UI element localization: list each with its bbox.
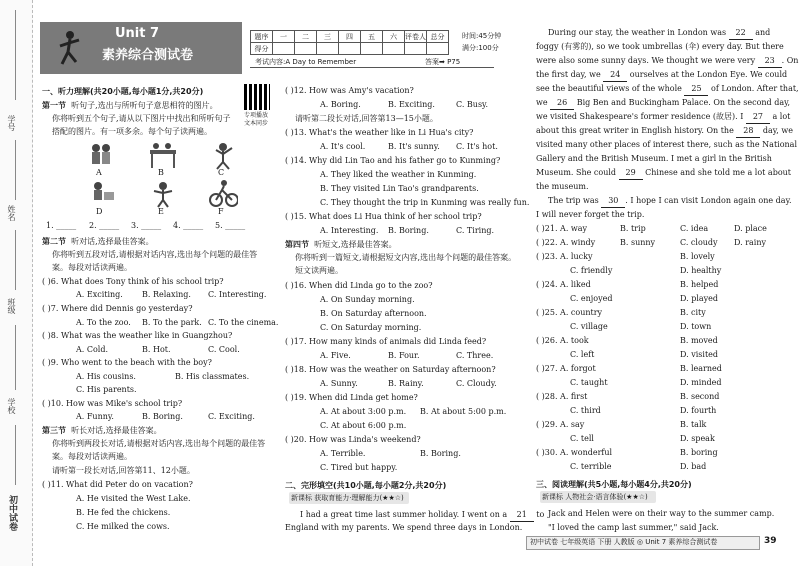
option[interactable]: C. Three.	[456, 351, 494, 360]
option[interactable]: D. played	[680, 294, 719, 303]
passage-line: Big Ben and Buckingham Palace. On the second day,	[576, 98, 791, 107]
margin-line	[15, 325, 16, 390]
question-9: ( )9. Who went to the beach with the boy?	[42, 358, 212, 367]
passage-line: I had a great time last summer holiday. I went on a	[300, 510, 508, 519]
name-label: 姓名	[7, 205, 16, 221]
part2-instruction: 听对话,选择最佳答案。	[71, 237, 154, 246]
option[interactable]: B. Hot.	[142, 345, 171, 354]
option[interactable]: B. Boring.	[388, 226, 429, 235]
option[interactable]: D. healthy	[680, 266, 722, 275]
passage-line: about this great writer in English history. On the	[536, 126, 734, 135]
part2-instruction-detail: 你将听到五段对话,请根据对话内容,选出每个问题的最佳答案。每段对话读两遍。	[52, 250, 258, 272]
option[interactable]: B. Relaxing.	[142, 290, 191, 299]
skill-tag: 新课标 人物社会·语言体验(★★☆)	[542, 493, 648, 501]
option[interactable]: B. His classmates.	[175, 372, 250, 381]
option[interactable]: C. friendly	[570, 266, 613, 275]
option[interactable]: A. They liked the weather in Kunming.	[320, 170, 477, 179]
passage-line: of London. After that,	[711, 84, 799, 93]
option[interactable]: A. Sunny.	[320, 379, 358, 388]
option[interactable]: B. second	[680, 392, 720, 401]
question-30[interactable]: ( )30. A. wonderful	[536, 448, 613, 457]
option[interactable]: B. It's sunny.	[388, 142, 440, 151]
option[interactable]: C. tell	[570, 434, 594, 443]
picture-f	[208, 178, 238, 208]
option[interactable]: A. Five.	[320, 351, 351, 360]
option[interactable]: A. His cousins.	[76, 372, 136, 381]
passage-line: Gallery and the British Museum. I met a girl in the British	[536, 154, 772, 163]
picture-label: E	[158, 207, 164, 216]
blank-25[interactable]: 25	[684, 82, 708, 96]
blank-29[interactable]: 29	[619, 166, 643, 180]
passage-line: see the beautiful views of the whole	[536, 84, 682, 93]
answer-blank[interactable]: 3. _____	[131, 221, 162, 230]
passage-line: visited many other places of interest there, such as the National	[536, 140, 798, 149]
reading-line: Jack and Helen were on their way to the summer camp.	[548, 509, 775, 518]
option[interactable]: A. Boring.	[320, 100, 361, 109]
option[interactable]: B. At about 5:00 p.m.	[420, 407, 507, 416]
score-cell: 一	[273, 31, 295, 43]
question-27[interactable]: ( )27. A. forgot	[536, 364, 596, 373]
score-input[interactable]	[405, 43, 427, 55]
passage-line: were also some sunny days. We thought we were very	[536, 56, 756, 65]
picture-label: A	[96, 168, 102, 177]
score-cell: 题序	[251, 31, 273, 43]
question-17: ( )17. How many kinds of animals did Linda feed?	[285, 337, 487, 346]
option[interactable]: B. lovely	[680, 252, 715, 261]
blank-22[interactable]: 22	[729, 26, 753, 40]
blank-24[interactable]: 24	[603, 68, 627, 82]
question-13: ( )13. What's the weather like in Li Hua's city?	[285, 128, 474, 137]
option[interactable]: B. Exciting.	[388, 100, 435, 109]
option[interactable]: A. Terrible.	[320, 449, 366, 458]
question-28[interactable]: ( )28. A. first	[536, 392, 588, 401]
score-input[interactable]	[361, 43, 383, 55]
picture-label: F	[218, 207, 224, 216]
option[interactable]: C. They thought the trip in Kunming was really fun.	[320, 198, 530, 207]
test-title: 素养综合测试卷	[102, 48, 194, 63]
time-limit: 时间:45分钟	[462, 32, 502, 40]
part3-instruction-detail: 你将听到两段长对话,请根据对话内容,选出每个问题的最佳答案。每段对话读两遍。	[52, 439, 266, 461]
blank-30[interactable]: 30	[601, 194, 625, 208]
option[interactable]: B. trip	[620, 224, 646, 233]
score-cell: 评卷人	[405, 32, 426, 41]
passage-line: the museum.	[536, 182, 589, 191]
question-15: ( )15. What does Li Hua think of her school trip?	[285, 212, 482, 221]
option[interactable]: B. learned	[680, 364, 722, 373]
passage-line: . I hope I can visit London again one day.	[625, 196, 792, 205]
answer-blank[interactable]: 4. _____	[173, 221, 204, 230]
question-12: ( )12. How was Amy's vacation?	[285, 86, 414, 95]
question-14: ( )14. Why did Lin Tao and his father go to Kunming?	[285, 156, 501, 165]
option[interactable]: A. It's cool.	[320, 142, 366, 151]
score-table	[250, 30, 449, 55]
section-listening-title: 一、听力理解(共20小题,每小题1分,共20分)	[42, 87, 204, 96]
option[interactable]: D. visited	[680, 350, 719, 359]
passage-line: we	[536, 98, 548, 107]
option[interactable]: B. Boring.	[420, 449, 461, 458]
passage-line: the first day, we	[536, 70, 601, 79]
option[interactable]: C. On Saturday morning.	[320, 323, 422, 332]
option[interactable]: C. He milked the cows.	[76, 522, 170, 531]
question-16: ( )16. When did Linda go to the zoo?	[285, 281, 433, 290]
option[interactable]: B. They visited Lin Tao's grandparents.	[320, 184, 479, 193]
number-label: 学号	[7, 115, 16, 131]
option[interactable]: B. Boring.	[142, 412, 183, 421]
option[interactable]: B. He fed the chickens.	[76, 508, 171, 517]
question-8: ( )8. What was the weather like in Guangzhou?	[42, 331, 233, 340]
option[interactable]: C. Exciting.	[208, 412, 255, 421]
part3-title: 第三节	[42, 425, 66, 435]
question-10: ( )10. How was Mike's school trip?	[42, 399, 183, 408]
option[interactable]: C. Cool.	[208, 345, 240, 354]
picture-label: B	[158, 168, 164, 177]
score-cell: 三	[317, 31, 339, 43]
part3-instruction: 听长对话,选择最佳答案。	[71, 426, 162, 435]
score-input[interactable]	[295, 43, 317, 55]
passage-line: During our stay, the weather in London was	[548, 28, 727, 37]
option[interactable]: A. Cold.	[76, 345, 109, 354]
option[interactable]: D. town	[680, 322, 712, 331]
question-20: ( )20. How was Linda's weekend?	[285, 435, 421, 444]
passage-line: and	[755, 28, 771, 37]
passage-line: I will never forget the trip.	[536, 210, 645, 219]
option[interactable]: C. terrible	[570, 462, 612, 471]
blank-23[interactable]: 23	[758, 54, 782, 68]
section-reading-title: 三、阅读理解(共5小题,每小题4分,共20分)	[536, 480, 692, 489]
score-cell: 得分	[251, 43, 273, 55]
passage-line: to	[536, 510, 545, 519]
part3-sub-instruction: 请听第一段长对话,回答第11、12小题。	[52, 466, 195, 475]
part4-instruction-detail: 你将听到一篇短文,请根据短文内容,选出每个问题的最佳答案。短文读两遍。	[295, 253, 517, 275]
option[interactable]: C. cloudy	[680, 238, 718, 247]
question-11: ( )11. What did Peter do on vacation?	[42, 480, 193, 489]
option[interactable]: A. He visited the West Lake.	[76, 494, 191, 503]
margin-line	[15, 425, 16, 485]
question-19: ( )19. When did Linda get home?	[285, 393, 418, 402]
option[interactable]: A. At about 3:00 p.m.	[320, 407, 407, 416]
margin-line	[15, 230, 16, 290]
section-cloze-title: 二、完形填空(共10小题,每小题2分,共20分)	[285, 481, 447, 490]
option[interactable]: D. speak	[680, 434, 715, 443]
score-input[interactable]	[339, 43, 361, 55]
part1-instruction: 听句子,选出与所听句子意思相符的图片。	[71, 101, 218, 110]
option[interactable]: A. Funny.	[76, 412, 114, 421]
option[interactable]: B. moved	[680, 336, 718, 345]
option[interactable]: A. On Sunday morning.	[320, 295, 415, 304]
score-cell: 六	[383, 31, 405, 43]
option[interactable]: B. Rainy.	[388, 379, 424, 388]
passage-line: foggy (有雾的), so we took umbrellas (伞) every day. But there	[536, 42, 784, 51]
option[interactable]: C. Cloudy.	[456, 379, 497, 388]
option[interactable]: C. Busy.	[456, 100, 489, 109]
passage-line: we visited Shakespeare's former residence (故居). I	[536, 112, 744, 121]
question-6: ( )6. What does Tony think of his school trip?	[42, 277, 224, 286]
question-25[interactable]: ( )25. A. country	[536, 308, 603, 317]
option[interactable]: B. boring	[680, 448, 718, 457]
class-label: 班级	[7, 298, 16, 314]
brand-label: 初中试卷	[7, 495, 17, 531]
header-rule	[250, 67, 494, 68]
option[interactable]: B. sunny	[620, 238, 656, 247]
runner-illustration	[52, 28, 88, 68]
answer-blank[interactable]: 5. _____	[215, 221, 246, 230]
question-26[interactable]: ( )26. A. took	[536, 336, 589, 345]
option[interactable]: C. third	[570, 406, 601, 415]
option[interactable]: D. fourth	[680, 406, 717, 415]
picture-label: D	[96, 207, 103, 216]
picture-d	[86, 178, 116, 208]
option[interactable]: B. Four.	[388, 351, 420, 360]
passage-line: The trip was	[548, 196, 599, 205]
part1-title: 第一节	[42, 100, 66, 110]
question-7: ( )7. Where did Dennis go yesterday?	[42, 304, 193, 313]
score-cell: 二	[295, 31, 317, 43]
unit-title: Unit 7	[115, 26, 160, 41]
qr-code[interactable]	[244, 84, 270, 110]
option[interactable]: B. city	[680, 308, 706, 317]
footer-text: 初中试卷 七年级英语 下册 人教版 ◎ Unit 7 素养综合测试卷	[530, 538, 718, 546]
full-score: 满分:100分	[462, 44, 499, 52]
option[interactable]: C. At about 6:00 p.m.	[320, 421, 407, 430]
school-label: 学校	[7, 398, 16, 414]
option[interactable]: B. talk	[680, 420, 707, 429]
question-24[interactable]: ( )24. A. liked	[536, 280, 591, 289]
question-18: ( )18. How was the weather on Saturday afternoon?	[285, 365, 496, 374]
part2-title: 第二节	[42, 236, 66, 246]
passage-line: . On	[781, 56, 799, 65]
score-input[interactable]	[427, 43, 449, 55]
skill-tag: 新课标 获取育能力·理解能力(★★☆)	[291, 494, 404, 502]
option[interactable]: D. bad	[680, 462, 707, 471]
option[interactable]: C. village	[570, 322, 608, 331]
exam-scope: 考试内容:A Day to Remember	[255, 58, 357, 66]
option[interactable]: A. To the zoo.	[76, 318, 131, 327]
passage-line: Museum. She could	[536, 168, 617, 177]
part1-instruction-detail: 你将听到五个句子,请从以下图片中找出和所听句子搭配的图片。有一项多余。每个句子读两遍。	[52, 114, 231, 136]
page-number: 39	[764, 536, 777, 546]
option[interactable]: C. Interesting.	[208, 290, 267, 299]
picture-e	[148, 178, 178, 208]
option[interactable]: C. It's hot.	[456, 142, 498, 151]
passage-line: day, we	[762, 126, 793, 135]
part4-title: 第四节	[285, 239, 309, 249]
option[interactable]: C. taught	[570, 378, 608, 387]
margin-line	[15, 10, 16, 100]
picture-label: C	[218, 168, 225, 177]
blank-21[interactable]: 21	[510, 508, 534, 522]
option[interactable]: C. To the cinema.	[208, 318, 279, 327]
question-29[interactable]: ( )29. A. say	[536, 420, 585, 429]
blank-28[interactable]: 28	[736, 124, 760, 138]
answer-ref: 答案➡ P75	[425, 58, 461, 66]
option[interactable]: B. On Saturday afternoon.	[320, 309, 427, 318]
option[interactable]: B. To the park.	[142, 318, 202, 327]
option[interactable]: A. Exciting.	[76, 290, 123, 299]
part4-instruction: 听短文,选择最佳答案。	[314, 240, 397, 249]
score-cell: 五	[361, 31, 383, 43]
score-cell: 总分	[427, 31, 449, 43]
answer-blank[interactable]: 1. _____	[46, 221, 77, 230]
option[interactable]: D. place	[734, 224, 767, 233]
score-input[interactable]	[273, 43, 295, 55]
option[interactable]: C. enjoyed	[570, 294, 613, 303]
passage-line: ourselves at the London Eye. We could	[629, 70, 788, 79]
score-cell: 四	[339, 31, 361, 43]
option[interactable]: C. Tired but happy.	[320, 463, 398, 472]
passage-line: England with my parents. We spend three days in London.	[285, 523, 523, 532]
qr-note: 专项播放 文本同步	[244, 112, 269, 127]
question-22[interactable]: ( )22. A. windy	[536, 238, 596, 247]
option[interactable]: C. idea	[680, 224, 709, 233]
score-input[interactable]	[317, 43, 339, 55]
reading-line: "I loved the camp last summer," said Jack.	[548, 523, 719, 532]
option[interactable]: D. minded	[680, 378, 722, 387]
option[interactable]: C. His parents.	[76, 385, 137, 394]
blank-26[interactable]: 26	[550, 96, 574, 110]
option[interactable]: D. rainy	[734, 238, 767, 247]
option[interactable]: B. helped	[680, 280, 719, 289]
score-input[interactable]	[383, 43, 405, 55]
margin-line	[15, 140, 16, 200]
answer-blank[interactable]: 2. _____	[89, 221, 120, 230]
question-23[interactable]: ( )23. A. lucky	[536, 252, 593, 261]
question-21[interactable]: ( )21. A. way	[536, 224, 588, 233]
blank-27[interactable]: 27	[746, 110, 770, 124]
passage-line: a lot	[772, 112, 791, 121]
option[interactable]: A. Interesting.	[320, 226, 379, 235]
binding-margin	[0, 0, 33, 566]
option[interactable]: C. left	[570, 350, 595, 359]
passage-line: Chinese and she told me a lot about	[645, 168, 791, 177]
option[interactable]: C. Tiring.	[456, 226, 495, 235]
part3-sub-instruction-2: 请听第二段长对话,回答第13—15小题。	[295, 114, 438, 123]
